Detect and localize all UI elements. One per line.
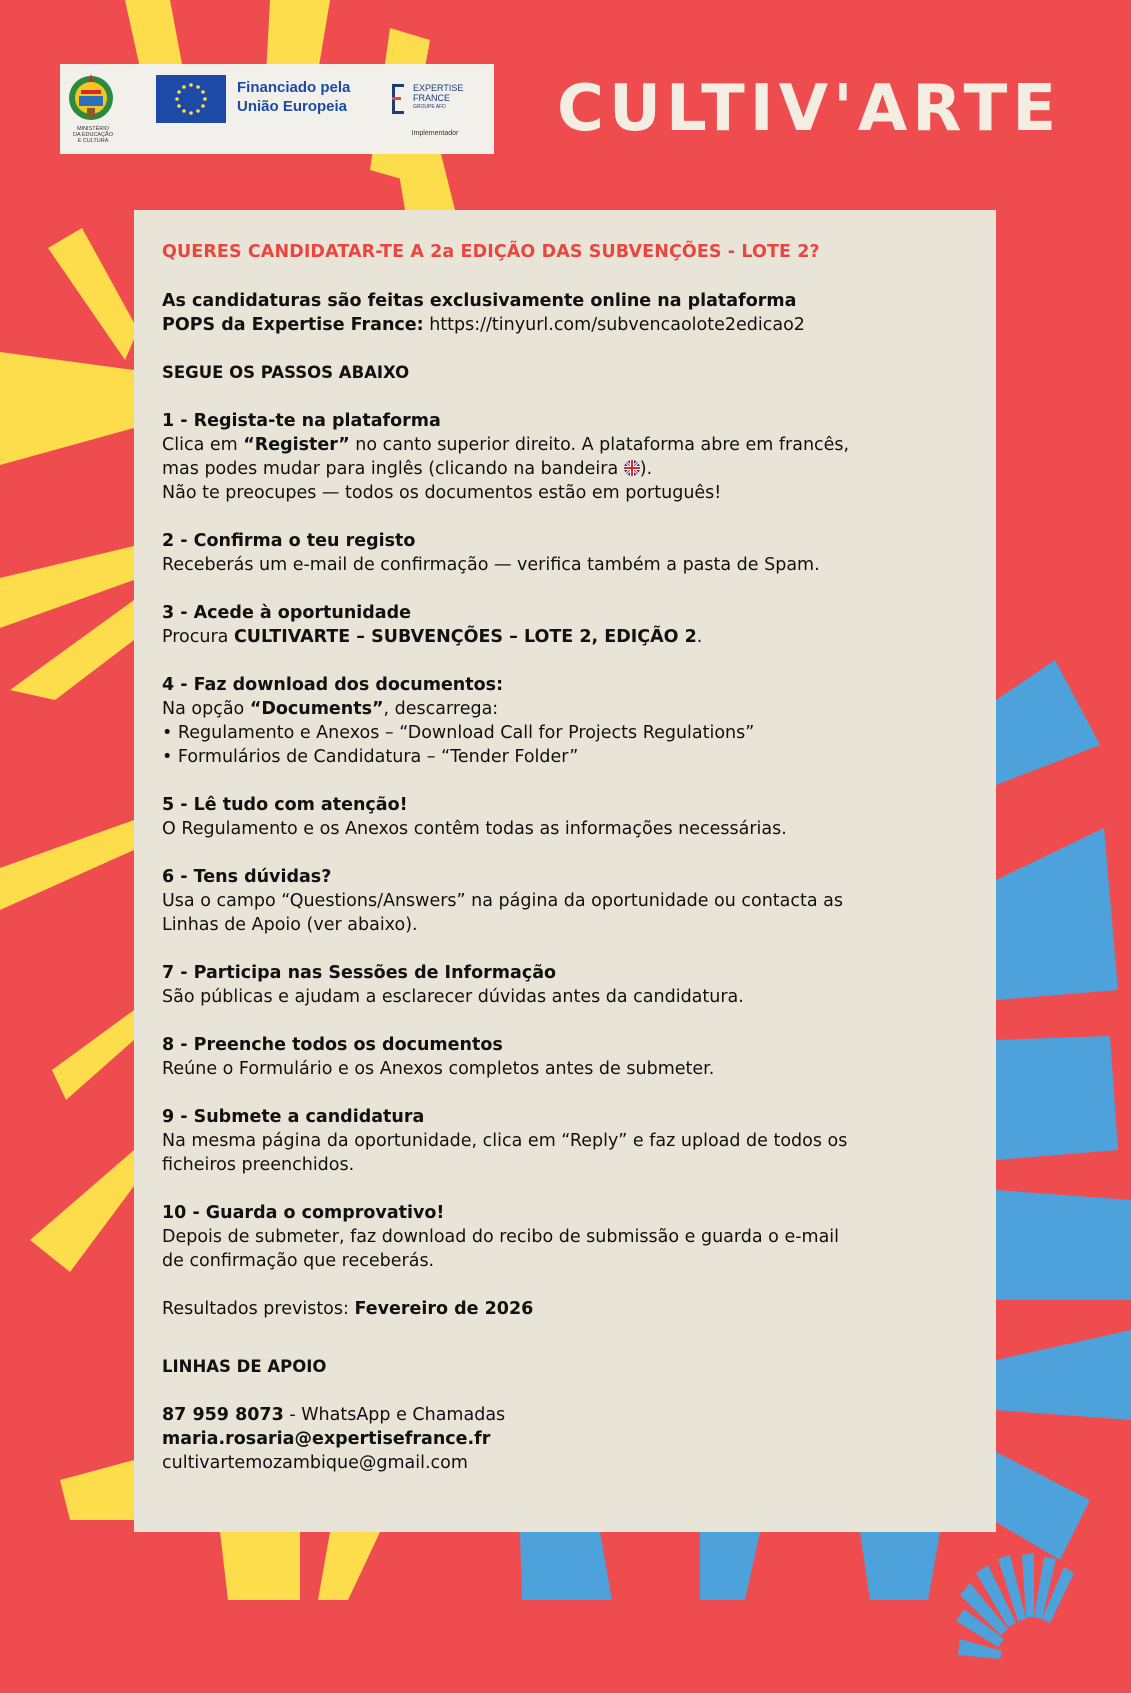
step-line: Depois de submeter, faz download do recibo de submissão e guarda o e-mail (162, 1227, 840, 1247)
blue-ray (700, 1532, 760, 1600)
sun-motif-icon (946, 1543, 1086, 1693)
results-date: Fevereiro de 2026 (354, 1299, 534, 1319)
intro-line-2 (162, 313, 962, 337)
yellow-ray (220, 1532, 300, 1600)
step-title: 6 - Tens dúvidas? (162, 867, 332, 887)
email-link[interactable]: maria.rosaria@expertisefrance.fr (162, 1429, 491, 1449)
blue-ray (996, 660, 1100, 785)
email-link[interactable]: cultivartemozambique@gmail.com (162, 1453, 468, 1473)
step-line: ficheiros preenchidos. (162, 1155, 355, 1175)
documents-keyword: “Documents” (249, 699, 384, 719)
brand-title: CULTIV'ARTE (557, 72, 1062, 146)
step-text: mas podes mudar para inglês (clicando na bandeira (162, 459, 624, 479)
yellow-ray (0, 352, 134, 465)
intro-line-1: As candidaturas são feitas exclusivamente online na plataforma (162, 291, 797, 311)
step-6 (162, 865, 962, 937)
register-keyword: “Register” (243, 435, 350, 455)
step-text: Na opção (162, 699, 250, 719)
opportunity-name: CULTIVARTE – SUBVENÇÕES – LOTE 2, EDIÇÃO 2 (233, 627, 697, 647)
ministry-label: MINISTÉRIO DA EDUCAÇÃO E CULTURA (72, 126, 114, 144)
step-line (162, 457, 962, 481)
expertise-france-name: EXPERTISE FRANCE (413, 83, 464, 103)
step-5 (162, 793, 962, 841)
step-line: de confirmação que receberás. (162, 1251, 435, 1271)
step-title: 5 - Lê tudo com atenção! (162, 795, 408, 815)
step-3 (162, 601, 962, 649)
step-title: 9 - Submete a candidatura (162, 1107, 425, 1127)
yellow-ray (30, 1150, 134, 1272)
step-line: Reúne o Formulário e os Anexos completos antes de submeter. (162, 1059, 715, 1079)
blue-ray (996, 828, 1118, 1000)
step-title: 4 - Faz download dos documentos: (162, 675, 504, 695)
step-1 (162, 409, 962, 505)
phone-description: - WhatsApp e Chamadas (283, 1405, 506, 1425)
step-7 (162, 961, 962, 1009)
support-title: LINHAS DE APOIO (162, 1357, 327, 1376)
bullet-item: • Formulários de Candidatura – “Tender Folder” (162, 747, 579, 767)
info-card (134, 210, 996, 1532)
step-title: 3 - Acede à oportunidade (162, 603, 412, 623)
step-text: Clica em (162, 435, 244, 455)
step-text: . (696, 627, 703, 647)
step-line (162, 625, 962, 649)
step-text: Procura (162, 627, 234, 647)
step-line (162, 433, 962, 457)
blue-ray (520, 1532, 612, 1600)
bullet-item: • Regulamento e Anexos – “Download Call for Projects Regulations” (162, 723, 755, 743)
phone-line (162, 1403, 962, 1427)
step-line: Linhas de Apoio (ver abaixo). (162, 915, 418, 935)
step-line: São públicas e ajudam a esclarecer dúvidas antes da candidatura. (162, 987, 744, 1007)
results-label: Resultados previstos: (162, 1299, 355, 1319)
step-line (162, 697, 962, 721)
support-contacts (162, 1403, 962, 1475)
yellow-ray (48, 228, 138, 360)
yellow-ray (60, 1460, 134, 1520)
uk-flag-icon (624, 460, 640, 476)
step-2 (162, 529, 962, 577)
steps-title: SEGUE OS PASSOS ABAIXO (162, 363, 410, 382)
blue-ray (996, 1036, 1118, 1160)
step-8 (162, 1033, 962, 1081)
phone-number[interactable]: 87 959 8073 (162, 1405, 284, 1425)
eu-flag-icon (156, 75, 226, 123)
headline: QUERES CANDIDATAR-TE A 2a EDIÇÃO DAS SUBVENÇÕES - LOTE 2? (162, 242, 820, 262)
step-text: ). (639, 459, 653, 479)
intro-platform: POPS da Expertise France: (162, 315, 424, 335)
step-title: 10 - Guarda o comprovativo! (162, 1203, 445, 1223)
expertise-france-icon (392, 84, 406, 114)
step-line: O Regulamento e os Anexos contêm todas as informações necessárias. (162, 819, 787, 839)
eu-funding-text: Financiado pela União Europeia (237, 79, 351, 115)
step-line: Na mesma página da oportunidade, clica em “Reply” e faz upload de todos os (162, 1131, 848, 1151)
step-text: no canto superior direito. A plataforma abre em francês, (349, 435, 850, 455)
intro-url-link[interactable]: https://tinyurl.com/subvencaolote2edicao2 (423, 315, 805, 335)
partner-logo-bar (60, 64, 494, 154)
mozambique-emblem-icon (67, 72, 115, 124)
implementer-label: Implementador (411, 130, 459, 137)
step-9 (162, 1105, 962, 1177)
yellow-ray (318, 1532, 380, 1600)
step-title: 7 - Participa nas Sessões de Informação (162, 963, 557, 983)
expertise-france-group: GROUPE AFD (413, 104, 446, 110)
step-line: Usa o campo “Questions/Answers” na página da oportunidade ou contacta as (162, 891, 844, 911)
intro (162, 289, 962, 337)
step-10 (162, 1201, 962, 1273)
step-title: 2 - Confirma o teu registo (162, 531, 416, 551)
step-line: Não te preocupes — todos os documentos estão em português! (162, 483, 722, 503)
step-4 (162, 673, 962, 769)
yellow-ray (52, 1010, 134, 1100)
step-title: 8 - Preenche todos os documentos (162, 1035, 503, 1055)
results-line (162, 1297, 962, 1321)
step-line: Receberás um e-mail de confirmação — verifica também a pasta de Spam. (162, 555, 820, 575)
blue-ray (860, 1532, 940, 1600)
blue-ray (996, 1190, 1131, 1300)
yellow-ray (0, 820, 134, 910)
step-text: , descarrega: (383, 699, 499, 719)
blue-ray (996, 1330, 1131, 1420)
step-title: 1 - Regista-te na plataforma (162, 411, 441, 431)
